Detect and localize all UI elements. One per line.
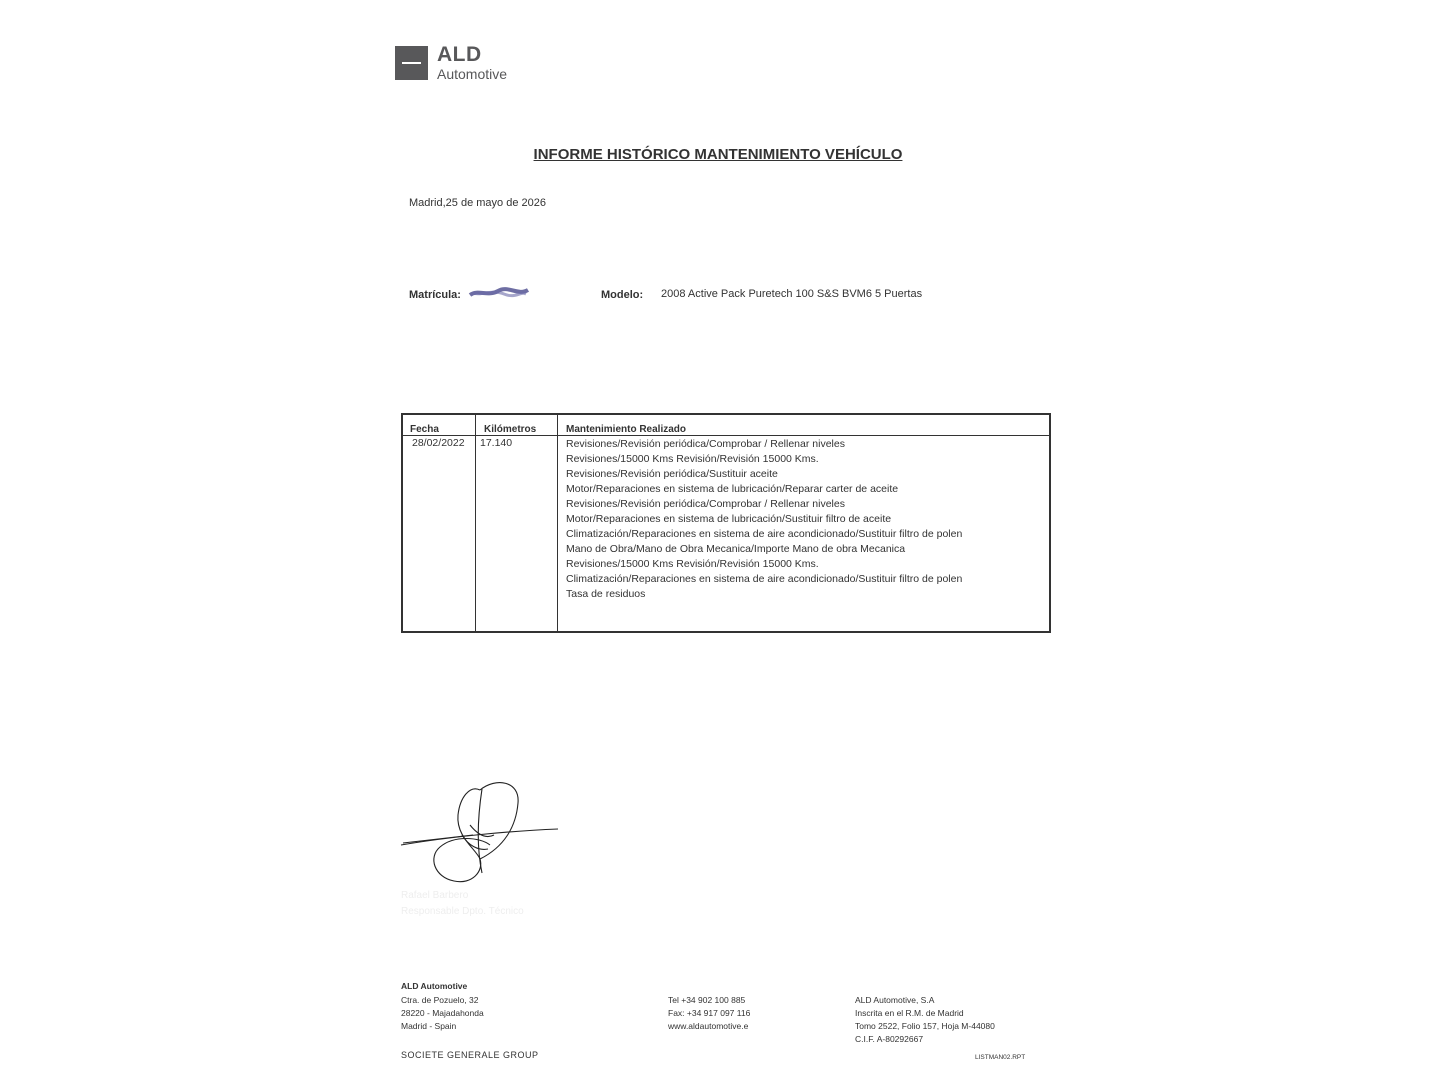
header-km: Kilómetros <box>484 424 537 435</box>
task-item: Tasa de residuos <box>566 588 646 600</box>
redacted-plate <box>468 287 530 299</box>
footer-group-name: SOCIETE GENERALE GROUP <box>401 1050 539 1060</box>
footer-legal-line: Tomo 2522, Folio 157, Hoja M-44080 <box>855 1021 995 1031</box>
row-date: 28/02/2022 <box>412 437 465 449</box>
footer-company: ALD Automotive <box>401 981 468 991</box>
signer-role: Responsable Dpto. Técnico <box>401 906 524 917</box>
task-item: Revisiones/Revisión periódica/Sustituir aceite <box>566 468 778 480</box>
task-item: Revisiones/15000 Kms Revisión/Revisión 15000 Kms. <box>566 558 819 570</box>
header-divider <box>403 435 1049 436</box>
task-item: Revisiones/Revisión periódica/Comprobar / Rellenar niveles <box>566 498 845 510</box>
document-title: INFORME HISTÓRICO MANTENIMIENTO VEHÍCULO <box>533 146 903 163</box>
logo-mark <box>395 46 428 80</box>
plate-label: Matrícula: <box>409 289 461 301</box>
footer-address-line: Ctra. de Pozuelo, 32 <box>401 995 479 1005</box>
task-item: Revisiones/Revisión periódica/Comprobar / Rellenar niveles <box>566 438 845 450</box>
footer-address-line: 28220 - Majadahonda <box>401 1008 484 1018</box>
task-item: Climatización/Reparaciones en sistema de aire acondicionado/Sustituir filtro de polen <box>566 573 963 585</box>
task-list <box>566 437 966 602</box>
report-code: LISTMAN02.RPT <box>975 1054 1026 1061</box>
task-item: Mano de Obra/Mano de Obra Mecanica/Importe Mano de obra Mecanica <box>566 543 906 555</box>
footer-fax: Fax: +34 917 097 116 <box>668 1008 751 1018</box>
date-line: Madrid,25 de mayo de 2026 <box>409 197 546 209</box>
signer-name: Rafael Barbero <box>401 890 469 901</box>
column-divider <box>475 415 476 631</box>
footer-legal <box>855 994 995 1046</box>
model-label: Modelo: <box>601 289 644 301</box>
footer-legal-line: Inscrita en el R.M. de Madrid <box>855 1008 964 1018</box>
task-item: Revisiones/15000 Kms Revisión/Revisión 15000 Kms. <box>566 453 819 465</box>
column-divider <box>557 415 558 631</box>
logo-brand: ALD <box>437 43 482 66</box>
footer-address-line: Madrid - Spain <box>401 1021 457 1031</box>
logo-subtitle: Automotive <box>437 66 508 82</box>
footer-contact <box>668 994 750 1033</box>
footer-address <box>401 994 484 1033</box>
footer-website: www.aldautomotive.e <box>668 1021 749 1031</box>
maintenance-table <box>401 413 1051 633</box>
header-maintenance: Mantenimiento Realizado <box>566 424 687 435</box>
task-item: Motor/Reparaciones en sistema de lubricación/Sustituir filtro de aceite <box>566 513 892 525</box>
task-item: Motor/Reparaciones en sistema de lubricación/Reparar carter de aceite <box>566 483 899 495</box>
footer-phone: Tel +34 902 100 885 <box>668 995 746 1005</box>
footer-legal-line: C.I.F. A-80292667 <box>855 1034 924 1044</box>
task-item: Climatización/Reparaciones en sistema de aire acondicionado/Sustituir filtro de polen <box>566 528 963 540</box>
header-date: Fecha <box>410 424 439 435</box>
model-value: 2008 Active Pack Puretech 100 S&S BVM6 5 Puertas <box>661 288 923 300</box>
row-km: 17.140 <box>480 437 513 449</box>
footer-legal-line: ALD Automotive, S.A <box>855 995 935 1005</box>
handwritten-signature <box>398 775 563 890</box>
